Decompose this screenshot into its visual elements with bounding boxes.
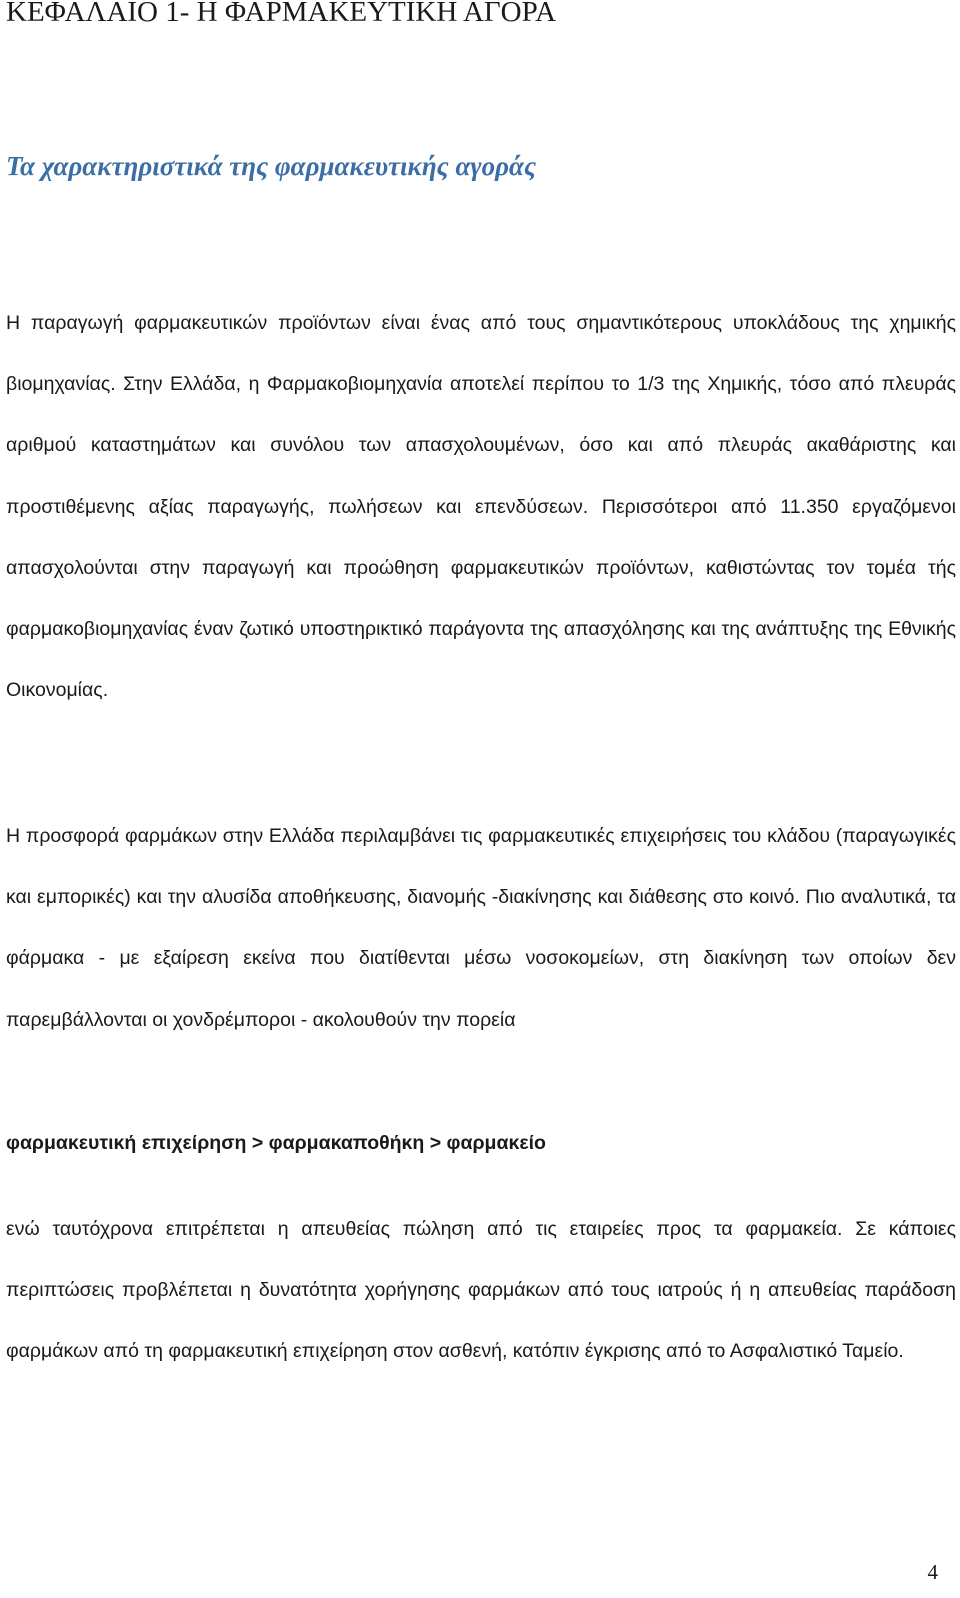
paragraph-direct-sales: ενώ ταυτόχρονα επιτρέπεται η απευθείας πώληση από τις εταιρείες προς τα φαρμακεία. Σε κάποιες περιπτώσεις προβλέπεται η δυνατότητα χορήγησης φαρμάκων από τους ιατρούς ή η απευθείας παράδοση φαρμάκων από τη φαρμακευτική επιχείρηση στον ασθενή, κατόπιν έγκρισης από το Ασφαλιστικό Ταμείο. bbox=[6, 1218, 956, 1363]
paragraph-pharma-industry: Η παραγωγή φαρμακευτικών προϊόντων είναι ένας από τους σημαντικότερους υποκλάδους της χημικής βιομηχανίας. Στην Ελλάδα, η Φαρμακοβιομηχανία αποτελεί περίπου το 1/3 της Χημικής, τόσο από πλευράς αριθμού καταστημάτων και συνόλου των απασχολουμένων, όσο και από πλευράς ακαθάριστης και προστιθέμενης αξίας παραγωγής, πωλήσεων και επενδύσεων. Περισσότεροι από 11.350 εργαζόμενοι απασχολούνται στην παραγωγή και προώθηση φαρμακευτικών προϊόντων, καθιστώντας τον τομέα τής φαρμακοβιομηχανίας έναν ζωτικό υποστηρικτικό παράγοντα της απασχόλησης και της ανάπτυξης της Εθνικής Οικονομίας. bbox=[6, 312, 956, 702]
distribution-flow: φαρμακευτική επιχείρηση > φαρμακαποθήκη > φαρμακείο bbox=[6, 1132, 546, 1154]
chapter-title: ΚΕΦΑΛΑΙΟ 1- Η ΦΑΡΜΑΚΕΥΤΙΚΗ ΑΓΟΡΑ bbox=[6, 0, 557, 28]
page-number: 4 bbox=[927, 1560, 938, 1584]
paragraph-drug-supply: Η προσφορά φαρμάκων στην Ελλάδα περιλαμβάνει τις φαρμακευτικές επιχειρήσεις του κλάδου (παραγωγικές και εμπορικές) και την αλυσίδα αποθήκευσης, διανομής -διακίνησης και διάθεσης στο κοινό. Πιο αναλυτικά, τα φάρμακα - με εξαίρεση εκείνα που διατίθενται μέσω νοσοκομείων, στη διακίνηση των οποίων δεν παρεμβάλλονται οι χονδρέμποροι - ακολουθούν την πορεία bbox=[6, 825, 956, 1031]
section-title: Τα χαρακτηριστικά της φαρμακευτικής αγοράς bbox=[6, 151, 536, 181]
